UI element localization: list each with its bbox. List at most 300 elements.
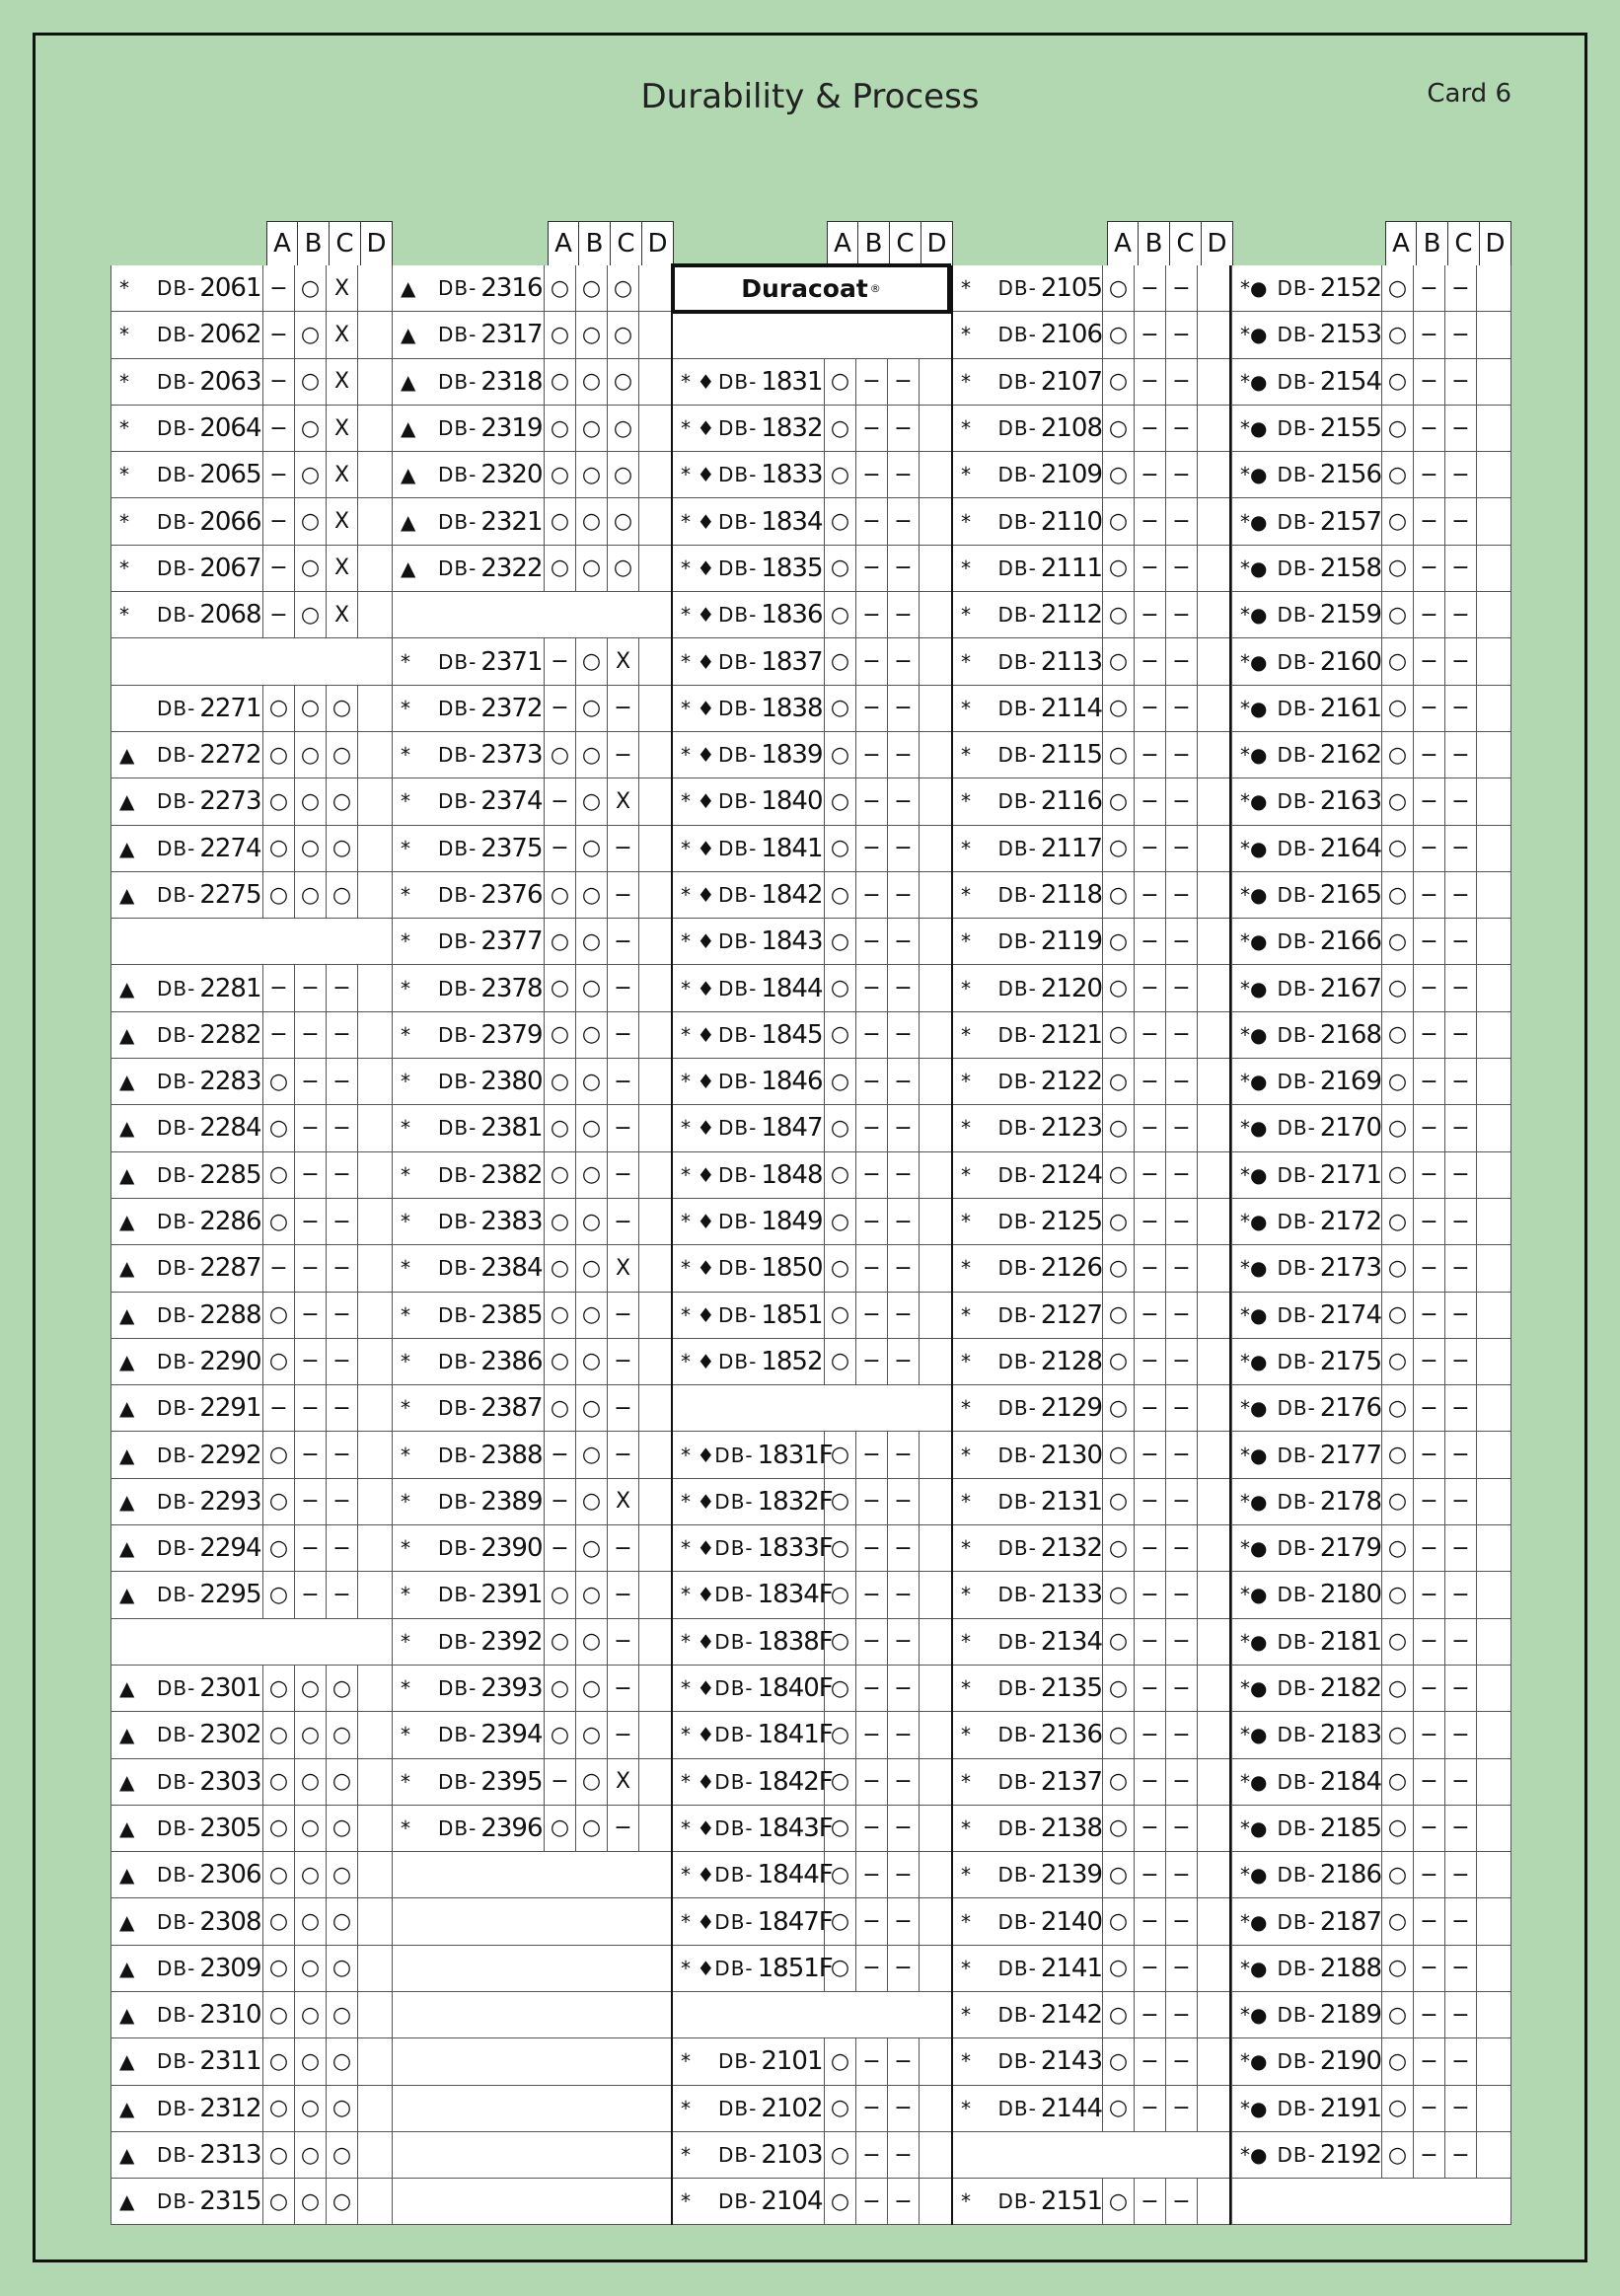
product-name-cell	[953, 1572, 1103, 1617]
row-marker: *	[961, 1676, 971, 1701]
table-row	[393, 2038, 671, 2085]
product-name-cell	[1232, 1666, 1382, 1711]
product-prefix: DB-	[1277, 1070, 1316, 1094]
product-name-cell	[393, 359, 545, 405]
table-column-2	[393, 265, 675, 2225]
product-prefix: DB-	[438, 929, 478, 954]
product-number: 2124	[1040, 1159, 1102, 1190]
row-marker: ▲	[119, 743, 135, 768]
rating-cell-a: ○	[825, 546, 856, 591]
rating-cell-c: −	[608, 732, 639, 778]
product-name-cell	[393, 2132, 545, 2178]
rating-cell-a: ○	[1103, 1059, 1135, 1104]
rating-cell-d	[1477, 1199, 1509, 1244]
rating-cell-d	[920, 1339, 951, 1384]
rating-cell-d	[1477, 1852, 1509, 1897]
rating-cell-c: −	[608, 1152, 639, 1198]
rating-cell-a: ○	[825, 2086, 856, 2131]
rating-cell-c: −	[1445, 1712, 1477, 1757]
table-row	[1232, 2086, 1510, 2132]
rating-cell-a: ○	[1103, 406, 1135, 451]
row-marker: *●	[1240, 1070, 1268, 1094]
table-row	[393, 826, 671, 872]
rating-cell-b: −	[856, 1432, 888, 1477]
table-row	[111, 919, 392, 965]
table-row	[1232, 312, 1510, 358]
table-row	[673, 1245, 951, 1292]
product-prefix: DB-	[997, 1583, 1037, 1607]
rating-cell-d	[1477, 265, 1509, 311]
rating-cell-a: ○	[1382, 359, 1414, 405]
table-row	[953, 1293, 1229, 1339]
rating-cell-d	[920, 1152, 951, 1198]
rating-cell-b: −	[1135, 826, 1166, 871]
rating-cell-d	[1198, 1806, 1229, 1851]
table-row	[1232, 592, 1510, 638]
rating-cell-b: ○	[295, 872, 327, 918]
product-name-cell	[953, 2132, 1103, 2178]
table-row	[393, 265, 671, 312]
rating-cell-a: ○	[545, 1105, 576, 1150]
rating-cell-c: ○	[327, 1666, 358, 1711]
product-number: 2393	[480, 1673, 543, 1704]
rating-cell-c: −	[1445, 1525, 1477, 1571]
rating-cell-b: ○	[295, 1946, 327, 1991]
row-marker: *●	[1240, 463, 1268, 487]
row-marker: *●	[1240, 696, 1268, 720]
rating-cell-a: −	[263, 406, 295, 451]
row-marker: ▲	[119, 976, 135, 1000]
rating-cell-d	[358, 1012, 390, 1058]
rating-cell-b: −	[1135, 1759, 1166, 1805]
product-name-cell	[111, 1199, 263, 1244]
row-marker: ▲	[119, 1676, 135, 1701]
rating-cell-a: ○	[1103, 1152, 1135, 1198]
product-prefix: DB-	[997, 1723, 1037, 1747]
row-marker: *	[401, 1723, 410, 1747]
rating-cell-d	[358, 1666, 390, 1711]
product-name-cell	[953, 1852, 1103, 1897]
product-name-cell	[393, 1479, 545, 1524]
product-prefix: DB-	[1277, 1349, 1316, 1373]
rating-cell-b: −	[1135, 1432, 1166, 1477]
rating-cell-b: −	[1135, 1525, 1166, 1571]
card-label: Card 6	[1427, 79, 1511, 109]
product-name-cell	[953, 826, 1103, 871]
row-marker: * ♦	[681, 696, 715, 720]
rating-cell-a: ○	[1103, 1712, 1135, 1757]
rating-cell-c: −	[1166, 498, 1198, 544]
rating-cell-b: −	[295, 1432, 327, 1477]
product-prefix: DB-	[438, 743, 478, 768]
product-number: 1850	[761, 1253, 823, 1284]
rating-cell-b: −	[1414, 1992, 1445, 2037]
rating-cell-b: −	[1135, 686, 1166, 731]
rating-cell-b: ○	[295, 2038, 327, 2084]
rating-cell-a: −	[263, 965, 295, 1010]
rating-cell-d	[1198, 1245, 1229, 1291]
rating-cell-b: −	[1414, 1199, 1445, 1244]
rating-cell-a: ○	[825, 1666, 856, 1711]
rating-cell-b: −	[1135, 872, 1166, 918]
rating-cell-a: ○	[1382, 1339, 1414, 1384]
rating-cell-c: −	[1166, 2179, 1198, 2224]
table-row	[111, 826, 392, 872]
product-number: 2162	[1319, 740, 1381, 771]
table-row	[673, 1572, 951, 1618]
product-number: 2170	[1319, 1113, 1381, 1144]
product-prefix: DB-	[997, 1070, 1037, 1094]
rating-cell-b: −	[1414, 546, 1445, 591]
rating-cell-b: ○	[576, 778, 608, 824]
rating-cell-d	[639, 1619, 671, 1665]
product-name-cell	[393, 826, 545, 871]
row-marker: *●	[1240, 1302, 1268, 1327]
rating-cell-b: −	[1135, 1852, 1166, 1897]
rating-cell-b: ○	[576, 1525, 608, 1571]
rating-cell-c: −	[1166, 1339, 1198, 1384]
row-marker: * ♦	[681, 1349, 715, 1373]
row-marker: *●	[1240, 1256, 1268, 1281]
product-name-cell	[1232, 498, 1382, 544]
product-number: 2184	[1319, 1766, 1381, 1797]
rating-cell-d	[920, 1712, 951, 1757]
rating-cell-b: −	[1414, 592, 1445, 637]
rating-cell-b: −	[295, 1199, 327, 1244]
product-name-cell	[953, 1898, 1103, 1944]
product-number: 2305	[199, 1813, 261, 1843]
rating-cell-c: −	[1166, 265, 1198, 311]
rating-cell-c: −	[1166, 1012, 1198, 1058]
row-marker: * ♦	[681, 603, 715, 628]
rating-cell-a: ○	[263, 1525, 295, 1571]
row-marker: *	[119, 509, 129, 534]
product-name-cell	[953, 1432, 1103, 1477]
product-prefix: DB-	[997, 603, 1037, 628]
product-number: 2387	[480, 1393, 543, 1424]
rating-cell-c: −	[1445, 1059, 1477, 1104]
rating-cell-c: −	[1445, 1479, 1477, 1524]
rating-cell-a: ○	[545, 546, 576, 591]
row-marker: *	[401, 1583, 410, 1607]
rating-cell-a: ○	[545, 406, 576, 451]
table-row	[953, 1432, 1229, 1478]
rating-cell-a: ○	[263, 2179, 295, 2224]
rating-cell-d	[920, 1432, 951, 1477]
product-name-cell	[1232, 312, 1382, 357]
rating-cell-b: −	[856, 638, 888, 684]
rating-cell-d	[1477, 546, 1509, 591]
product-name-cell	[673, 2132, 825, 2178]
product-number: 2189	[1319, 2000, 1381, 2031]
row-marker: *●	[1240, 743, 1268, 768]
rating-cell-a: ○	[1382, 778, 1414, 824]
rating-cell-a: ○	[545, 359, 576, 405]
header-b: B	[1417, 222, 1448, 265]
product-name-cell	[1232, 919, 1382, 964]
rating-cell-a: ○	[1103, 1992, 1135, 2037]
rating-cell-a: ○	[545, 965, 576, 1010]
rating-cell-d	[639, 1385, 671, 1431]
product-number: 1841	[761, 833, 823, 863]
row-marker: *●	[1240, 1162, 1268, 1187]
product-number: 2273	[199, 786, 261, 817]
row-marker: *	[961, 2096, 971, 2120]
table-row	[953, 2179, 1229, 2225]
product-number: 2188	[1319, 1953, 1381, 1983]
rating-cell-b: −	[295, 1059, 327, 1104]
header-abcd-2	[548, 221, 674, 265]
rating-cell-b: −	[856, 686, 888, 731]
product-number: 2127	[1040, 1299, 1102, 1330]
product-number: 2391	[480, 1580, 543, 1610]
table-row	[953, 1385, 1229, 1432]
product-number: 2164	[1319, 833, 1381, 863]
table-row	[673, 1385, 951, 1432]
product-number: 2125	[1040, 1207, 1102, 1237]
rating-cell-c: −	[608, 872, 639, 918]
rating-cell-a: ○	[263, 732, 295, 778]
product-prefix: DB-	[714, 1536, 754, 1561]
table-row	[111, 686, 392, 732]
product-number: 2316	[480, 273, 543, 304]
table-row	[111, 1385, 392, 1432]
rating-cell-a: ○	[825, 1852, 856, 1897]
product-prefix: DB-	[718, 743, 758, 768]
rating-cell-c: −	[1166, 546, 1198, 591]
row-marker: *	[961, 1116, 971, 1141]
header-b: B	[579, 222, 611, 265]
rating-cell-b: −	[856, 1759, 888, 1805]
product-name-cell	[111, 1572, 263, 1617]
product-prefix: DB-	[157, 2143, 196, 2168]
rating-cell-c: −	[1166, 452, 1198, 497]
rating-cell-b: −	[1135, 1245, 1166, 1291]
product-name-cell	[1232, 359, 1382, 405]
product-name-cell	[953, 1666, 1103, 1711]
rating-cell-b: ○	[576, 638, 608, 684]
product-number: 2286	[199, 1207, 261, 1237]
rating-cell-c: −	[608, 965, 639, 1010]
table-row	[1232, 1759, 1510, 1806]
rating-cell-b: −	[856, 1293, 888, 1338]
product-name-cell	[1232, 1199, 1382, 1244]
row-marker: *●	[1240, 1629, 1268, 1654]
table-row	[111, 2179, 392, 2225]
product-prefix: DB-	[997, 649, 1037, 674]
product-prefix: DB-	[997, 2096, 1037, 2120]
rating-cell-c: −	[1166, 1572, 1198, 1617]
rating-cell-d	[358, 732, 390, 778]
product-name-cell	[953, 1152, 1103, 1198]
rating-cell-a: ○	[1103, 965, 1135, 1010]
product-name-cell	[1232, 778, 1382, 824]
rating-cell-b: −	[1414, 965, 1445, 1010]
product-name-cell	[111, 546, 263, 591]
rating-cell-c: −	[888, 1619, 920, 1665]
product-number: 1831	[761, 366, 823, 397]
table-row	[953, 1898, 1229, 1945]
product-number: 2132	[1040, 1533, 1102, 1564]
product-number: 2394	[480, 1720, 543, 1750]
rating-cell-c: −	[1166, 2086, 1198, 2131]
rating-cell-c: −	[608, 1712, 639, 1757]
product-prefix: DB-	[1277, 976, 1316, 1000]
row-marker: *	[401, 1022, 410, 1047]
product-number: 2388	[480, 1440, 543, 1470]
rating-cell-a: ○	[825, 686, 856, 731]
product-number: 2133	[1040, 1580, 1102, 1610]
table-row	[953, 1199, 1229, 1245]
row-marker: *●	[1240, 1349, 1268, 1373]
product-number: 2169	[1319, 1067, 1381, 1097]
rating-cell-a: ○	[263, 1479, 295, 1524]
row-marker: ▲	[119, 1815, 135, 1840]
product-number: 2144	[1040, 2093, 1102, 2123]
header-abcd-1	[266, 221, 393, 265]
rating-cell-d	[920, 919, 951, 964]
product-name-cell	[111, 1806, 263, 1851]
table-row	[111, 1992, 392, 2038]
header-a: A	[266, 222, 298, 265]
product-name-cell	[953, 1385, 1103, 1431]
rating-cell-c: ○	[608, 359, 639, 405]
product-name-cell	[393, 1992, 545, 2037]
product-number: 2317	[480, 320, 543, 350]
product-number: 2376	[480, 880, 543, 910]
table-row	[393, 872, 671, 919]
rating-cell-a: ○	[825, 1012, 856, 1058]
rating-cell-a: ○	[263, 1105, 295, 1150]
rating-cell-d	[358, 686, 390, 731]
rating-cell-d	[920, 406, 951, 451]
rating-cell-d	[358, 826, 390, 871]
rating-cell-c: −	[1166, 1806, 1198, 1851]
rating-cell-a: ○	[1382, 1152, 1414, 1198]
product-number: 2371	[480, 646, 543, 677]
product-prefix: DB-	[1277, 1116, 1316, 1141]
row-marker: *●	[1240, 416, 1268, 441]
row-marker: *●	[1240, 1815, 1268, 1840]
table-row	[393, 1852, 671, 1898]
row-marker: * ♦	[681, 1489, 715, 1514]
rating-cell-d	[1198, 1712, 1229, 1757]
header-abcd-3	[827, 221, 953, 265]
product-prefix: DB-	[997, 836, 1037, 860]
rating-cell-d	[1198, 359, 1229, 405]
rating-cell-d	[1477, 732, 1509, 778]
product-number: 2186	[1319, 1860, 1381, 1890]
product-prefix: DB-	[1277, 555, 1316, 580]
rating-cell-a: ○	[1382, 1479, 1414, 1524]
product-prefix: DB-	[438, 1536, 478, 1561]
table-row	[953, 452, 1229, 498]
product-name-cell	[953, 638, 1103, 684]
product-number: 1834	[761, 506, 823, 537]
row-marker: ▲	[119, 1070, 135, 1094]
product-name-cell	[673, 872, 825, 918]
table-row	[111, 452, 392, 498]
rating-cell-d	[1198, 638, 1229, 684]
product-number: 1842	[761, 880, 823, 910]
rating-cell-d	[639, 919, 671, 964]
product-prefix: DB-	[1277, 1443, 1316, 1467]
rating-cell-b: −	[1414, 1385, 1445, 1431]
product-name-cell	[953, 1339, 1103, 1384]
rating-cell-b: −	[1414, 265, 1445, 311]
product-number: 2183	[1319, 1720, 1381, 1750]
product-number: 2191	[1319, 2093, 1381, 2123]
rating-cell-c: −	[1166, 732, 1198, 778]
rating-cell-c: X	[327, 312, 358, 357]
product-prefix: DB-	[438, 1070, 478, 1094]
rating-cell-d	[1198, 826, 1229, 871]
row-marker: *●	[1240, 649, 1268, 674]
table-row	[1232, 1385, 1510, 1432]
product-number: 2310	[199, 2000, 261, 2031]
product-name-cell	[111, 732, 263, 778]
product-number: 2381	[480, 1113, 543, 1144]
product-name-cell	[953, 686, 1103, 731]
rating-cell-b: −	[856, 1712, 888, 1757]
rating-cell-c: −	[888, 1105, 920, 1150]
row-marker: *	[401, 1676, 410, 1701]
row-marker: *	[961, 1210, 971, 1234]
rating-cell-a: ○	[263, 778, 295, 824]
product-prefix: DB-	[157, 2049, 196, 2074]
row-marker: *	[961, 883, 971, 907]
product-prefix: DB-	[157, 1070, 196, 1094]
product-name-cell	[673, 778, 825, 824]
rating-cell-b: −	[856, 1946, 888, 1991]
product-prefix: DB-	[997, 1909, 1037, 1934]
rating-cell-a: ○	[1382, 1199, 1414, 1244]
product-name-cell	[393, 2179, 545, 2224]
rating-cell-b: −	[856, 1199, 888, 1244]
rating-cell-d	[1198, 872, 1229, 918]
table-row	[111, 1245, 392, 1292]
rating-cell-b: −	[1135, 406, 1166, 451]
product-name-cell	[953, 265, 1103, 311]
rating-cell-c: −	[608, 1385, 639, 1431]
rating-cell-b: −	[1135, 2086, 1166, 2131]
rating-cell-a: ○	[263, 1152, 295, 1198]
table-column-5	[1231, 265, 1511, 2225]
product-prefix: DB-	[718, 1349, 758, 1373]
rating-cell-d	[1477, 1012, 1509, 1058]
rating-cell-c: −	[888, 2086, 920, 2131]
table-row	[1232, 1666, 1510, 1712]
rating-cell-b: −	[1135, 732, 1166, 778]
row-marker: *●	[1240, 509, 1268, 534]
product-number: 2152	[1319, 273, 1381, 304]
rating-cell-b: −	[1135, 638, 1166, 684]
table-row	[953, 498, 1229, 545]
table-row	[1232, 1572, 1510, 1618]
product-prefix: DB-	[438, 1302, 478, 1327]
table-row	[673, 1712, 951, 1758]
rating-cell-d	[358, 1525, 390, 1571]
rating-cell-a: ○	[1382, 1245, 1414, 1291]
rating-cell-c: −	[608, 1666, 639, 1711]
rating-cell-c: −	[608, 1293, 639, 1338]
product-number: 2106	[1040, 320, 1102, 350]
row-marker: *●	[1240, 1489, 1268, 1514]
rating-cell-c: −	[888, 1432, 920, 1477]
product-prefix: DB-	[157, 416, 196, 441]
rating-cell-c: −	[1445, 1432, 1477, 1477]
rating-cell-a: ○	[545, 265, 576, 311]
